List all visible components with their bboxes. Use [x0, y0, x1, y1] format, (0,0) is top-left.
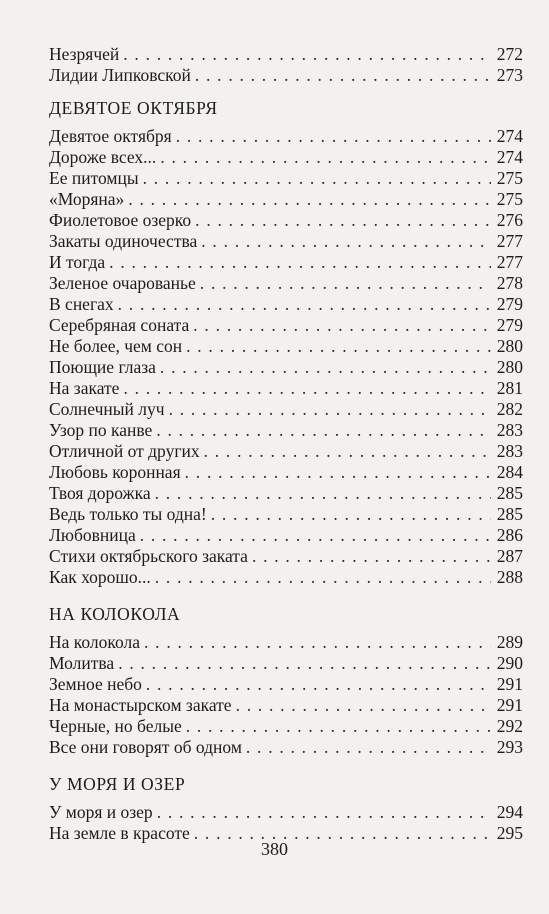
toc-entry-page: 283	[496, 420, 523, 440]
toc-entry-page: 279	[496, 315, 523, 335]
toc-entry	[49, 462, 523, 483]
toc-dot-leader	[155, 567, 491, 588]
toc-entry-page: 277	[496, 252, 523, 272]
toc-entry-title: Зеленое очарованье	[49, 273, 196, 293]
toc-entry-title: На закате	[49, 378, 120, 398]
toc-entry-title: Фиолетовое озерко	[49, 210, 192, 230]
toc-entry	[49, 546, 523, 567]
toc-dot-leader	[109, 252, 491, 273]
toc-dot-leader	[186, 716, 491, 737]
toc-entry-page: 275	[496, 168, 523, 188]
toc-entry-page: 289	[496, 632, 523, 652]
toc-entry-page: 283	[496, 441, 523, 461]
toc-entry-title: Лидии Липковской	[49, 65, 191, 85]
toc-dot-leader	[118, 294, 491, 315]
toc-entry-title: Серебряная соната	[49, 315, 190, 335]
toc-entry-page: 280	[496, 336, 523, 356]
toc-entry	[49, 802, 523, 823]
toc-entry	[49, 44, 523, 65]
toc-entry-page: 281	[496, 378, 523, 398]
toc-entry-title: Поющие глаза	[49, 357, 156, 377]
toc-entry-page: 286	[496, 525, 523, 545]
toc-dot-leader	[195, 65, 491, 86]
toc-entry	[49, 168, 523, 189]
toc-entry	[49, 357, 523, 378]
toc-entry-page: 284	[496, 462, 523, 482]
toc-entry-title: Солнечный луч	[49, 399, 165, 419]
toc-dot-leader	[157, 802, 491, 823]
toc-entry-page: 290	[496, 653, 523, 673]
toc-dot-leader	[186, 336, 491, 357]
toc-entry	[49, 525, 523, 546]
toc-dot-leader	[200, 273, 491, 294]
toc-entry-title: И тогда	[49, 252, 106, 272]
toc-entry	[49, 336, 523, 357]
toc-entry-page: 285	[496, 504, 523, 524]
toc-dot-leader	[160, 357, 491, 378]
toc-entry-title: Девятое октября	[49, 126, 172, 146]
toc-entry-page: 291	[496, 695, 523, 715]
toc-entry	[49, 294, 523, 315]
toc-dot-leader	[176, 126, 491, 147]
toc-entry	[49, 315, 523, 336]
toc-entry-title: Ее питомцы	[49, 168, 139, 188]
toc-dot-leader	[211, 504, 491, 525]
toc-dot-leader	[155, 483, 491, 504]
toc-dot-leader	[193, 315, 491, 336]
toc-entry-page: 274	[496, 147, 523, 167]
toc-dot-leader	[123, 44, 491, 65]
toc-dot-leader	[140, 525, 491, 546]
toc-entry-page: 285	[496, 483, 523, 503]
toc-entry-page: 280	[496, 357, 523, 377]
toc-entry-page: 279	[496, 294, 523, 314]
toc-entry-title: В снегах	[49, 294, 114, 314]
toc-entry-page: 272	[496, 44, 523, 64]
toc-entry-title: Любовь коронная	[49, 462, 181, 482]
toc-dot-leader	[144, 632, 491, 653]
table-of-contents	[49, 44, 523, 844]
toc-entry	[49, 65, 523, 86]
toc-entry-page: 273	[496, 65, 523, 85]
toc-entry	[49, 189, 523, 210]
toc-entry	[49, 126, 523, 147]
toc-entry-title: Не более, чем сон	[49, 336, 183, 356]
toc-entry-page: 278	[496, 273, 523, 293]
toc-entry-title: Твоя дорожка	[49, 483, 151, 503]
toc-entry-title: Ведь только ты одна!	[49, 504, 207, 524]
toc-dot-leader	[246, 737, 491, 758]
toc-dot-leader	[118, 653, 491, 674]
toc-entry-title: Все они говорят об одном	[49, 737, 242, 757]
toc-entry-title: Закаты одиночества	[49, 231, 198, 251]
section-heading: НА КОЛОКОЛА	[49, 604, 181, 624]
toc-entry-title: Узор по канве	[49, 420, 153, 440]
toc-dot-leader	[252, 546, 491, 567]
toc-entry	[49, 567, 523, 588]
toc-entry-page: 287	[496, 546, 523, 566]
toc-entry-page: 292	[496, 716, 523, 736]
toc-entry-page: 294	[496, 802, 523, 822]
toc-dot-leader	[195, 210, 491, 231]
toc-dot-leader	[156, 420, 491, 441]
toc-dot-leader	[169, 399, 491, 420]
toc-entry-title: Дороже всех...	[49, 147, 157, 167]
toc-entry-title: На монастырском закате	[49, 695, 232, 715]
toc-dot-leader	[123, 378, 491, 399]
toc-entry	[49, 737, 523, 758]
toc-entry-title: Незрячей	[49, 44, 120, 64]
toc-entry	[49, 231, 523, 252]
toc-dot-leader	[146, 674, 491, 695]
section-heading: У МОРЯ И ОЗЕР	[49, 774, 186, 794]
toc-entry-title: На колокола	[49, 632, 141, 652]
page-number: 380	[261, 839, 288, 859]
toc-entry	[49, 147, 523, 168]
toc-dot-leader	[185, 462, 491, 483]
toc-entry-title: Земное небо	[49, 674, 142, 694]
toc-entry	[49, 441, 523, 462]
toc-entry	[49, 653, 523, 674]
toc-entry-title: Отличной от других	[49, 441, 200, 461]
toc-entry	[49, 504, 523, 525]
toc-entry	[49, 674, 523, 695]
toc-entry-title: Любовница	[49, 525, 136, 545]
toc-dot-leader	[160, 147, 491, 168]
toc-entry-page: 275	[496, 189, 523, 209]
toc-entry-title: У моря и озер	[49, 802, 153, 822]
toc-entry-title: «Моряна»	[49, 189, 125, 209]
toc-entry-page: 282	[496, 399, 523, 419]
toc-entry-page: 276	[496, 210, 523, 230]
toc-entry-page: 295	[496, 823, 523, 843]
toc-entry-title: Стихи октябрьского заката	[49, 546, 248, 566]
toc-entry	[49, 632, 523, 653]
toc-dot-leader	[236, 695, 491, 716]
toc-entry	[49, 483, 523, 504]
toc-entry	[49, 716, 523, 737]
toc-entry-title: На земле в красоте	[49, 823, 190, 843]
toc-dot-leader	[201, 231, 491, 252]
toc-entry	[49, 695, 523, 716]
toc-entry-page: 291	[496, 674, 523, 694]
section-heading: ДЕВЯТОЕ ОКТЯБРЯ	[49, 98, 218, 118]
toc-entry	[49, 252, 523, 273]
toc-entry-title: Как хорошо...	[49, 567, 151, 587]
toc-entry	[49, 273, 523, 294]
toc-entry	[49, 399, 523, 420]
toc-entry-page: 277	[496, 231, 523, 251]
toc-dot-leader	[128, 189, 491, 210]
toc-entry	[49, 420, 523, 441]
toc-entry-page: 293	[496, 737, 523, 757]
toc-dot-leader	[143, 168, 491, 189]
toc-entry-title: Молитва	[49, 653, 115, 673]
toc-entry	[49, 210, 523, 231]
toc-entry-page: 288	[496, 567, 523, 587]
toc-dot-leader	[204, 441, 491, 462]
toc-entry-page: 274	[496, 126, 523, 146]
toc-entry-title: Черные, но белые	[49, 716, 182, 736]
toc-entry	[49, 378, 523, 399]
